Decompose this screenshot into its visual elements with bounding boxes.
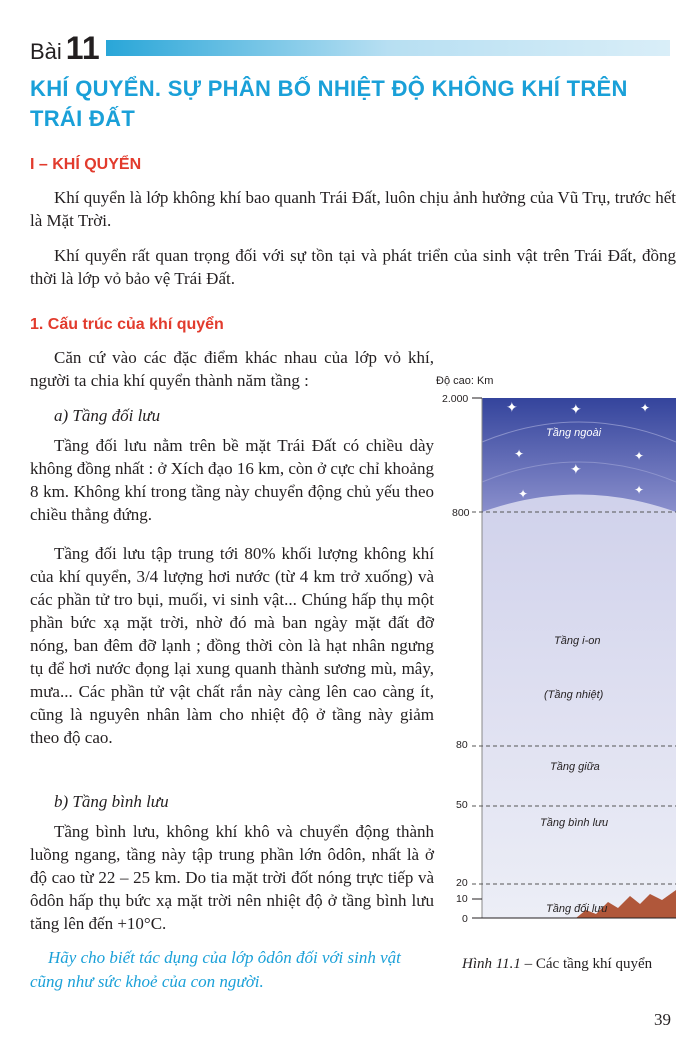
atmosphere-layers-figure bbox=[436, 372, 686, 932]
star-icon: ✦ bbox=[506, 400, 518, 416]
lesson-label bbox=[30, 30, 100, 67]
figure-caption bbox=[462, 956, 692, 973]
star-icon: ✦ bbox=[634, 483, 645, 497]
tick-label-2000: 2.000 bbox=[442, 393, 469, 405]
question-ozone: Hãy cho biết tác dụng của lớp ôdôn đối với sinh vật cũng như sức khoẻ của con người. bbox=[30, 948, 401, 991]
paragraph-troposphere-1: Tầng đối lưu nằm trên bề mặt Trái Đất có chiều dày không đồng nhất : ở Xích đạo 16 km, còn ở cực chỉ khoảng 8 km. Không khí trong tầng này chuyển động chủ yếu theo chiều thẳng đứng. bbox=[30, 436, 434, 524]
layer-label-meso: Tầng giữa bbox=[550, 761, 600, 773]
lesson-word: Bài bbox=[30, 39, 62, 64]
layer-label-outer: Tầng ngoài bbox=[546, 427, 602, 439]
lesson-title: KHÍ QUYỂN. SỰ PHÂN BỐ NHIỆT ĐỘ KHÔNG KHÍ TRÊN TRÁI ĐẤT bbox=[30, 76, 628, 131]
tick-label-0: 0 bbox=[462, 913, 468, 925]
figure-caption-text: – Các tầng khí quyển bbox=[520, 956, 653, 972]
lesson-header-bar bbox=[106, 40, 670, 56]
paragraph-stratosphere: Tầng bình lưu, không khí khô và chuyển động thành luồng ngang, tầng này tập trung phần lớn ôdôn, nhất là ở độ cao từ 22 – 25 km. Do tia mặt trời đốt nóng trực tiếp và ôdôn hấp thụ bức xạ mặt trời nên nhiệt độ ở tầng bình lưu tăng lên đến +10°C. bbox=[30, 822, 434, 933]
layer-label-tropo: Tầng đối lưu bbox=[546, 903, 608, 915]
tick-label-10: 10 bbox=[456, 893, 468, 905]
layer-label-strato: Tầng bình lưu bbox=[540, 817, 609, 829]
star-icon: ✦ bbox=[570, 462, 582, 478]
paragraph-atmosphere-definition: Khí quyển là lớp không khí bao quanh Trái Đất, luôn chịu ảnh hưởng của Vũ Trụ, trước hết là Mặt Trời. bbox=[30, 188, 676, 230]
star-icon: ✦ bbox=[634, 449, 645, 463]
star-icon: ✦ bbox=[570, 402, 582, 418]
tick-label-50: 50 bbox=[456, 799, 468, 811]
star-icon: ✦ bbox=[518, 487, 529, 501]
layer-label-ion: Tầng i-on bbox=[554, 635, 601, 647]
star-icon: ✦ bbox=[640, 401, 651, 415]
figure-caption-number: Hình 11.1 bbox=[462, 956, 521, 972]
tick-label-20: 20 bbox=[456, 877, 468, 889]
paragraph-troposphere-2: Tầng đối lưu tập trung tới 80% khối lượng không khí của khí quyển, 3/4 lượng hơi nước (từ 4 km trở xuống) và các phần tử tro bụi, muối, vi sinh vật... Chúng hấp thụ một phần bức xạ mặt trời, nhờ đó mà ban ngày mặt đất đỡ nóng, ban đêm đỡ lạnh ; đồng thời còn là hạt nhân ngưng tụ để hơi nước đọng lại xung quanh thành sương mù, mây, mưa... Các phần tử vật chất rắn này càng lên cao càng ít, cũng là nguyên nhân làm cho nhiệt độ ở tầng này giảm theo độ cao. bbox=[30, 544, 434, 747]
paragraph-atmosphere-importance: Khí quyển rất quan trọng đối với sự tồn tại và phát triển của sinh vật trên Trái Đất, đồng thời là lớp vỏ bảo vệ Trái Đất. bbox=[30, 246, 676, 288]
section-heading-atmosphere: I – KHÍ QUYỂN bbox=[30, 156, 142, 173]
layer-label-thermo: (Tầng nhiệt) bbox=[544, 689, 604, 701]
axis-label: Độ cao: Km bbox=[436, 375, 494, 387]
tick-label-80: 80 bbox=[456, 739, 468, 751]
tick-label-800: 800 bbox=[452, 507, 470, 519]
heading-troposphere: a) Tầng đối lưu bbox=[54, 406, 161, 425]
page-number: 39 bbox=[654, 1010, 671, 1029]
heading-stratosphere: b) Tầng bình lưu bbox=[54, 792, 169, 811]
paragraph-structure-intro: Căn cứ vào các đặc điểm khác nhau của lớp vỏ khí, người ta chia khí quyển thành năm tầng : bbox=[30, 348, 434, 390]
star-icon: ✦ bbox=[514, 447, 525, 461]
subsection-heading-structure: 1. Cấu trúc của khí quyển bbox=[30, 316, 224, 333]
lesson-number: 11 bbox=[65, 30, 100, 66]
